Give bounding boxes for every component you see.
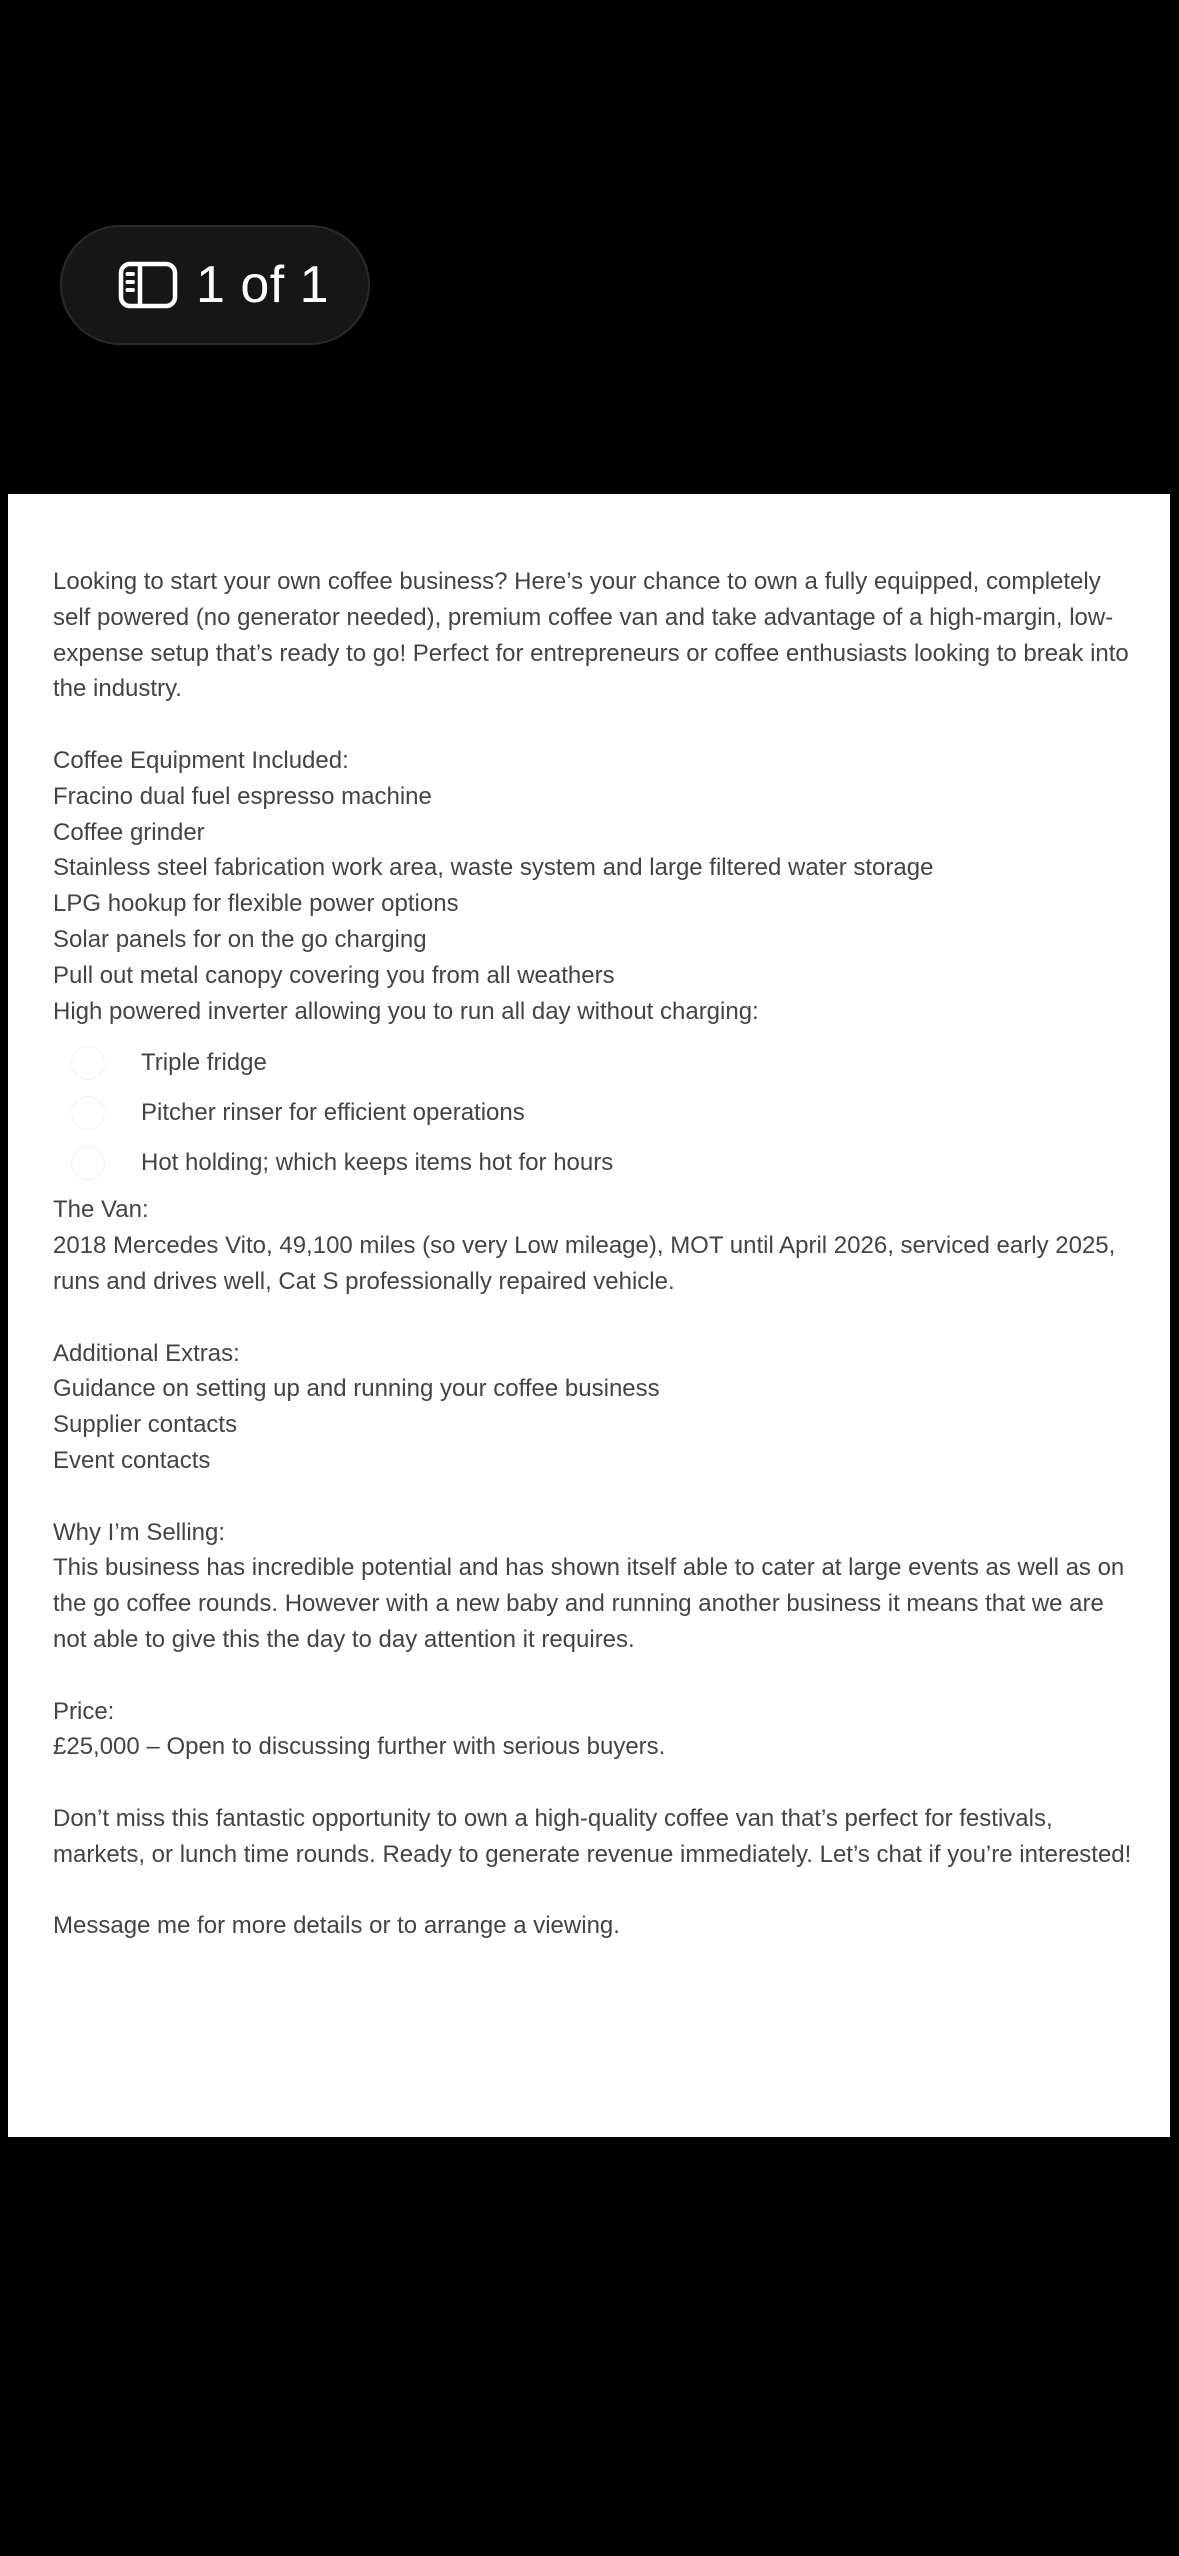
- spacer: [53, 707, 1133, 743]
- price-text: £25,000 – Open to discussing further with serious buyers.: [53, 1733, 666, 1761]
- van-text: 2018 Mercedes Vito, 49,100 miles (so very Low mileage), MOT until April 2026, serviced early 2025, runs and drives well, Cat S professionally repaired vehicle.: [53, 1232, 1116, 1295]
- list-item: [53, 1088, 1133, 1138]
- spacer: [53, 1658, 1133, 1694]
- contact-line: Message me for more details or to arrange a viewing.: [53, 1912, 620, 1940]
- spacer: [53, 1765, 1133, 1801]
- list-item-label: Pitcher rinser for efficient operations: [141, 1099, 525, 1127]
- list-bullet-icon: [71, 1146, 105, 1180]
- spacer: [53, 1873, 1133, 1909]
- list-item: [53, 1138, 1133, 1188]
- selling-heading: Why I’m Selling:: [53, 1518, 226, 1546]
- list-bullet-icon: [71, 1096, 105, 1130]
- spacer: [53, 1300, 1133, 1336]
- extras-heading: Additional Extras:: [53, 1339, 240, 1367]
- list-item: [53, 1038, 1133, 1088]
- document-body: [53, 564, 1133, 1944]
- spacer: [53, 1479, 1133, 1515]
- list-item-label: Hot holding; which keeps items hot for hours: [141, 1149, 614, 1177]
- list-item-label: Triple fridge: [141, 1049, 267, 1077]
- equipment-line: Pull out metal canopy covering you from all weathers: [53, 961, 615, 989]
- page-indicator[interactable]: [60, 225, 370, 345]
- equipment-line: Coffee grinder: [53, 818, 205, 846]
- price-heading: Price:: [53, 1697, 115, 1725]
- extras-line: Supplier contacts: [53, 1411, 238, 1439]
- list-bullet-icon: [71, 1046, 105, 1080]
- intro-paragraph: Looking to start your own coffee business? Here’s your chance to own a fully equipped, completely self powered (no generator needed), premium coffee van and take advantage of a high-margin, low-expense setup that’s ready to go! Perfect for entrepreneurs or coffee enthusiasts looking to break into the industry.: [53, 568, 1129, 703]
- selling-text: This business has incredible potential and has shown itself able to cater at large events as well as on the go coffee rounds. However with a new baby and running another business it means that we are not able to give this the day to day attention it requires.: [53, 1554, 1125, 1653]
- sidebar-icon: [118, 261, 178, 309]
- equipment-line: Fracino dual fuel espresso machine: [53, 782, 432, 810]
- extras-line: Event contacts: [53, 1446, 211, 1474]
- equipment-heading: Coffee Equipment Included:: [53, 746, 349, 774]
- page-count-label: 1 of 1: [196, 256, 330, 314]
- equipment-line: LPG hookup for flexible power options: [53, 890, 459, 918]
- equipment-line: Stainless steel fabrication work area, waste system and large filtered water storage: [53, 854, 934, 882]
- van-heading: The Van:: [53, 1196, 149, 1224]
- document-page: [8, 494, 1170, 2137]
- extras-line: Guidance on setting up and running your coffee business: [53, 1375, 660, 1403]
- equipment-line: Solar panels for on the go charging: [53, 925, 427, 953]
- equipment-line: High powered inverter allowing you to run all day without charging:: [53, 997, 759, 1025]
- equipment-list: [53, 1038, 1133, 1188]
- closing-paragraph: Don’t miss this fantastic opportunity to own a high-quality coffee van that’s perfect for festivals, markets, or lunch time rounds. Ready to generate revenue immediately. Let’s chat if you’re interested!: [53, 1804, 1132, 1868]
